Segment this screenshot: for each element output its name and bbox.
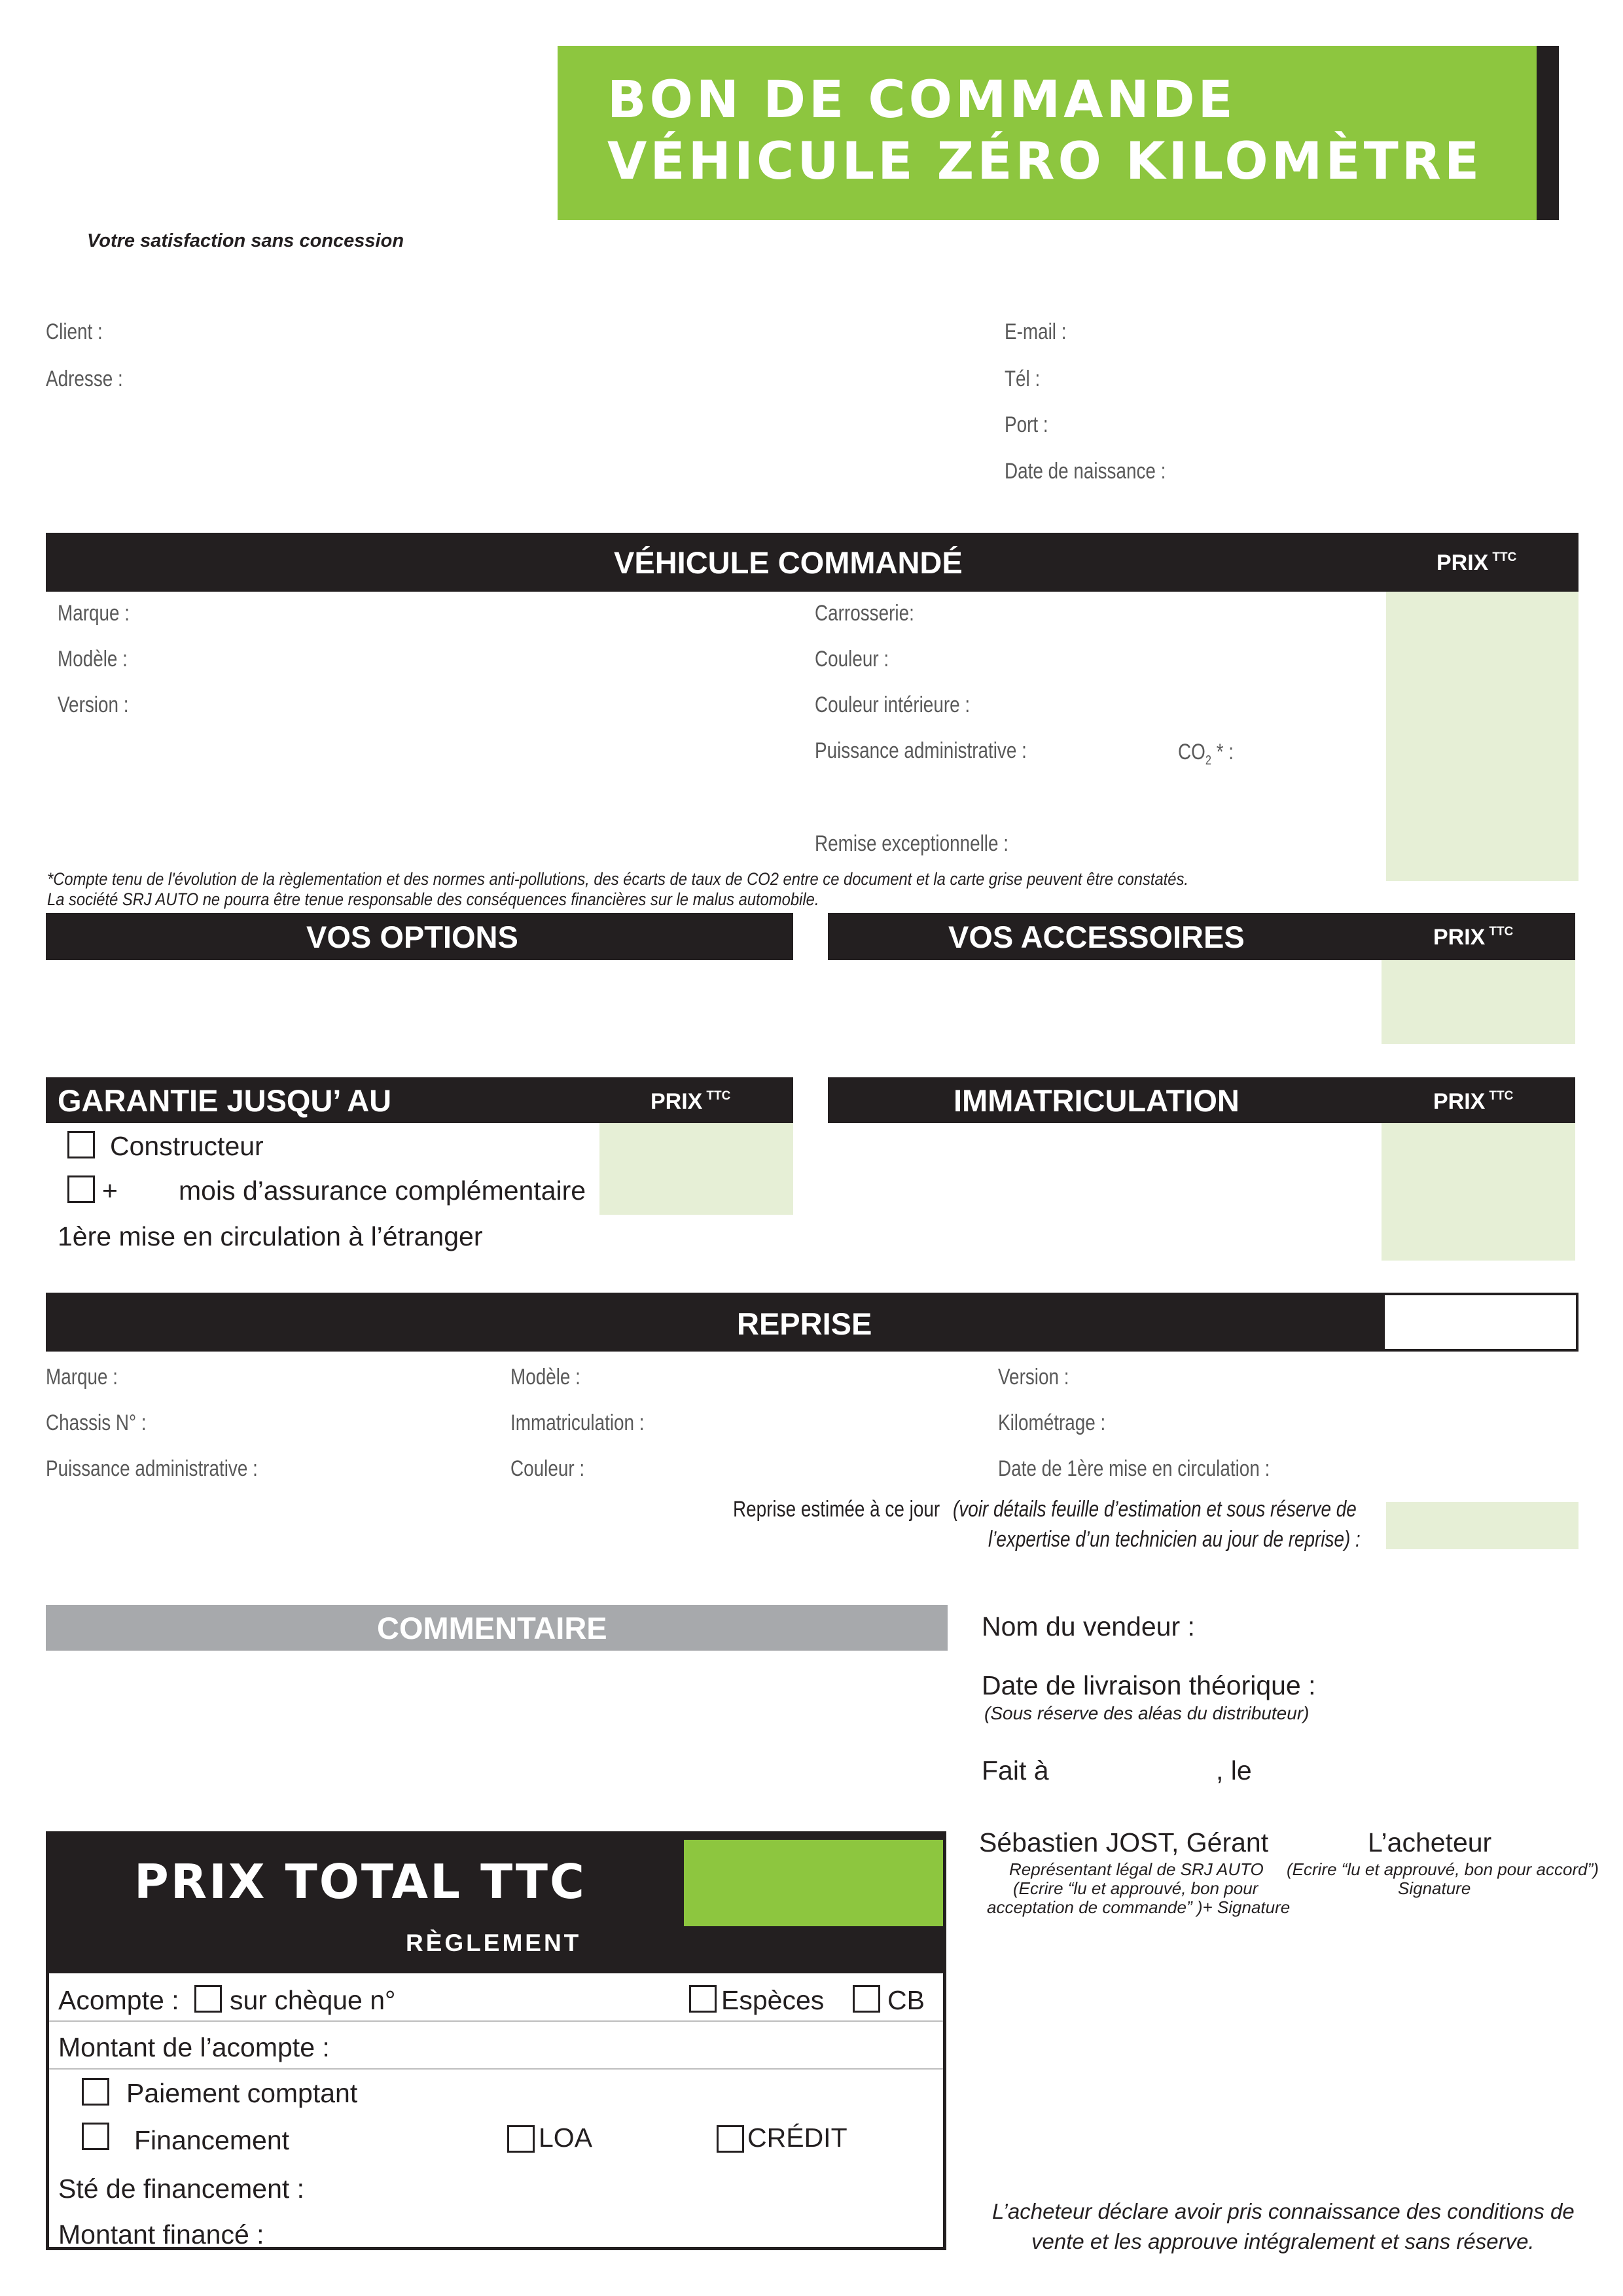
garantie-title: GARANTIE JUSQU’ AU [58,1083,392,1118]
vehicule-title: VÉHICULE COMMANDÉ [614,545,963,580]
declaration-line-1: L’acheteur déclare avoir pris connaissance des conditions de [992,2199,1575,2223]
garantie-prix: PRIX $^{TTC}$ [651,1089,731,1114]
reglement-title: RÈGLEMENT [406,1929,582,1956]
montant-finance-label: Montant financé : [58,2219,264,2250]
puissance-label: Puissance administrative : [815,738,1027,763]
reprise-bar [46,1293,1578,1352]
declaration-line-2: vente et les approuve intégralement et sans réserve. [1031,2229,1535,2253]
reprise-chassis-label: Chassis N° : [46,1410,147,1435]
cb-checkbox[interactable] [853,1985,880,2013]
immatriculation-title: IMMATRICULATION [954,1083,1240,1118]
commentaire-title: COMMENTAIRE [377,1611,607,1645]
adresse-label: Adresse : [46,367,123,391]
co2-note: *Compte tenu de l'évolution de la règlementation et des normes anti-pollutions, des écarts de taux de CO2 entre ce document et la carte grise peuvent être constatés. La société SRJ AUTO ne pourra être tenue responsable des conséquences financières sur le malus automobile. [47,869,1188,909]
acheteur-name: L’acheteur [1368,1827,1492,1857]
reprise-immat-label: Immatriculation : [510,1410,645,1435]
garantie-bar [46,1077,793,1123]
separator [49,2020,943,2022]
acheteur-line-2: Signature [1398,1878,1471,1898]
reprise-version-label: Version : [998,1365,1069,1390]
gerant-line-1: Représentant légal de SRJ AUTO [1009,1859,1264,1879]
reprise-title: REPRISE [737,1306,872,1341]
gerant-line-3: acceptation de commande” )+ Signature [987,1897,1291,1917]
vehicule-bar [46,533,1578,592]
couleur-interieure-label: Couleur intérieure : [815,692,971,717]
plus-sign: + [102,1175,118,1206]
slogan: Votre satisfaction sans concession [87,230,404,251]
remise-label: Remise exceptionnelle : [815,831,1008,856]
cheque-checkbox[interactable] [194,1985,222,2013]
especes-checkbox[interactable] [689,1985,717,2013]
options-title: VOS OPTIONS [306,920,518,954]
assurance-checkbox[interactable] [67,1175,95,1203]
immatriculation-bar [828,1077,1575,1123]
title-line-2: VÉHICULE ZÉRO KILOMÈTRE [607,132,1483,191]
reprise-estimee-note-1: (voir détails feuille d’estimation et sous réserve de [953,1497,1357,1522]
version-label: Version : [58,692,129,717]
gerant-name: Sébastien JOST, Gérant [979,1827,1269,1857]
modele-label: Modèle : [58,647,128,672]
constructeur-label: Constructeur [110,1131,264,1161]
etranger-label: 1ère mise en circulation à l’étranger [58,1221,483,1251]
birthdate-label: Date de naissance : [1005,459,1166,484]
gerant-line-2: (Ecrire “lu et approuvé, bon pour [1013,1878,1258,1898]
separator [49,2068,943,2070]
prix-total-field[interactable] [684,1840,943,1926]
reprise-date-label: Date de 1ère mise en circulation : [998,1456,1270,1481]
credit-label: CRÉDIT [747,2123,847,2153]
port-label: Port : [1005,412,1048,437]
co2-label: $CO_2$ * : [1178,740,1234,768]
marque-label: Marque : [58,601,130,626]
carrosserie-label: Carrosserie: [815,601,914,626]
acheteur-line-1: (Ecrire “lu et approuvé, bon pour accord”) [1287,1859,1599,1879]
immatriculation-price-field[interactable] [1382,1123,1575,1261]
couleur-label: Couleur : [815,647,889,672]
client-label: Client : [46,319,103,344]
loa-label: LOA [539,2123,593,2153]
loa-checkbox[interactable] [507,2125,535,2153]
accessoires-prix: PRIX $^{TTC}$ [1433,925,1514,950]
vehicule-price-field[interactable] [1386,592,1578,881]
reprise-puissance-label: Puissance administrative : [46,1456,258,1481]
title-banner [558,46,1559,220]
prix-total-box [46,1831,946,2250]
livraison-label: Date de livraison théorique : [982,1670,1316,1700]
vendeur-label: Nom du vendeur : [982,1611,1195,1641]
fait-label: Fait à [982,1755,1049,1785]
vehicule-prix: PRIX $^{TTC}$ [1436,550,1517,575]
reprise-estimee-note-2: l’expertise d’un technicien au jour de reprise) : [988,1527,1361,1552]
constructeur-checkbox[interactable] [67,1131,95,1158]
accessoires-bar [828,913,1575,960]
accessoires-price-field[interactable] [1382,960,1575,1044]
montant-acompte-label: Montant de l’acompte : [58,2032,330,2062]
financement-checkbox[interactable] [82,2123,109,2150]
reprise-price-field[interactable] [1385,1295,1576,1349]
ste-financement-label: Sté de financement : [58,2174,305,2204]
comptant-checkbox[interactable] [82,2078,109,2106]
prix-total-title: PRIX TOTAL TTC [134,1854,586,1909]
reprise-couleur-label: Couleur : [510,1456,585,1481]
reprise-modele-label: Modèle : [510,1365,580,1390]
reprise-marque-label: Marque : [46,1365,118,1390]
credit-checkbox[interactable] [717,2125,744,2153]
accessoires-title: VOS ACCESSOIRES [948,920,1245,954]
cb-label: CB [887,1985,925,2015]
options-bar [46,913,793,960]
especes-label: Espèces [721,1985,825,2015]
tel-label: Tél : [1005,367,1041,391]
le-label: , le [1216,1755,1252,1785]
email-label: E-mail : [1005,319,1067,344]
title-line-1: BON DE COMMANDE [607,71,1236,130]
garantie-price-field[interactable] [599,1123,793,1215]
reprise-estimee-field[interactable] [1386,1502,1578,1549]
acompte-label: Acompte : [58,1985,179,2015]
reprise-estimee-label: Reprise estimée à ce jour [733,1497,940,1522]
comptant-label: Paiement comptant [126,2078,358,2108]
immatriculation-prix: PRIX $^{TTC}$ [1433,1089,1514,1114]
commentaire-bar [46,1605,948,1651]
reprise-kilometrage-label: Kilométrage : [998,1410,1106,1435]
livraison-note: (Sous réserve des aléas du distributeur) [984,1703,1310,1723]
prix-total-header [49,1835,943,1973]
assurance-label: mois d’assurance complémentaire [179,1175,586,1206]
cheque-label: sur chèque n° [230,1985,396,2015]
financement-label: Financement [134,2125,290,2155]
